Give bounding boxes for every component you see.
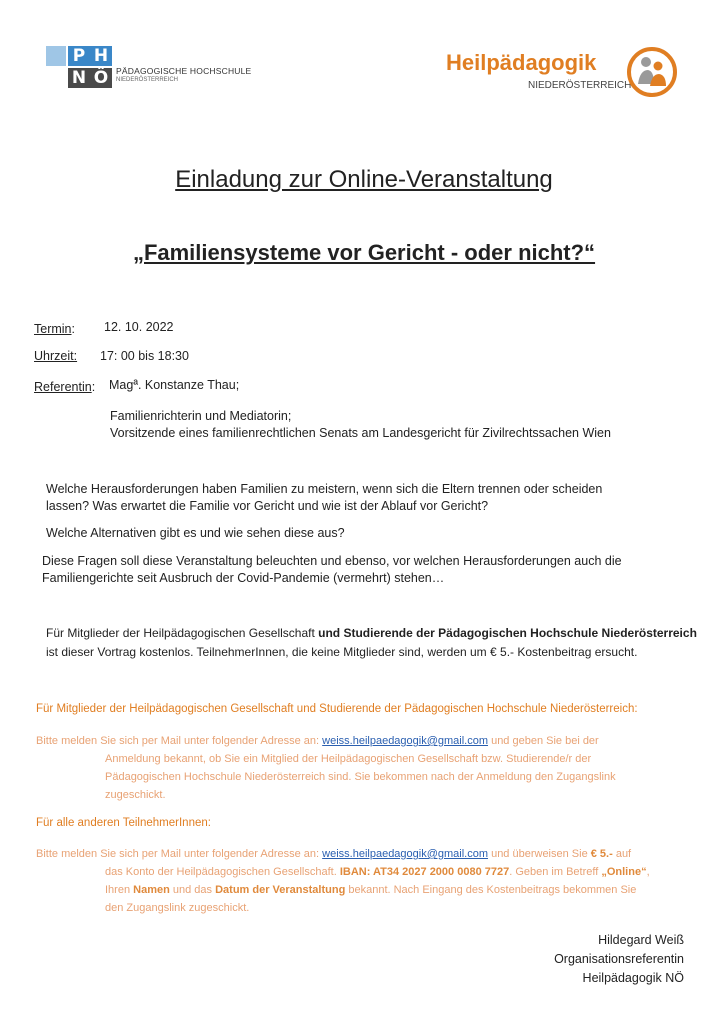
referentin-row: Referentin: <box>34 380 96 394</box>
invitation-heading: Einladung zur Online-Veranstaltung <box>175 166 553 193</box>
members-email-link[interactable]: weiss.heilpaedagogik@gmail.com <box>322 735 489 747</box>
iban: IBAN: AT34 2027 2000 0080 7727 <box>339 866 510 878</box>
others-line-2-end: , <box>646 866 650 878</box>
fee-notice-line-2: ist dieser Vortrag kostenlos. TeilnehmerInnen, die keine Mitglieder sind, werden um € 5.- Kostenbeitrag ersucht. <box>46 645 638 659</box>
members-line-1-end: und geben Sie bei der <box>488 735 599 747</box>
members-section-title: Für Mitglieder der Heilpädagogischen Gesellschaft und Studierende der Pädagogischen Hochschule Niederösterreich: <box>36 703 638 715</box>
members-line-1-text: Bitte melden Sie sich per Mail unter folgender Adresse an: <box>36 735 323 747</box>
subject-online: „Online“ <box>601 866 647 878</box>
fee-notice-members: Für Mitglieder der Heilpädagogischen Gesellschaft <box>46 626 319 640</box>
others-fee-amount: € 5.- <box>590 848 613 860</box>
hp-logo-title: Heilpädagogik <box>446 50 597 75</box>
referentin-role-2: Vorsitzende eines familienrechtlichen Senats am Landesgericht für Zivilrechtssachen Wien <box>110 426 611 440</box>
family-icon <box>626 46 678 98</box>
ph-logo-region: NIEDERÖSTERREICH <box>116 77 179 83</box>
paragraph-3-line-2: Familiengerichte seit Ausbruch der Covid-Pandemie (vermehrt) stehen… <box>42 571 445 585</box>
others-line-2-text: das Konto der Heilpädagogischen Gesellschaft. <box>105 866 340 878</box>
uhrzeit-value: 17: 00 bis 18:30 <box>100 349 189 363</box>
others-email-link[interactable]: weiss.heilpaedagogik@gmail.com <box>322 848 489 860</box>
fee-notice-students: und Studierende der Pädagogischen Hochschule Niederösterreich <box>318 626 697 640</box>
others-line-1-mid: und überweisen Sie <box>488 848 591 860</box>
uhrzeit-label: Uhrzeit: <box>34 349 78 363</box>
others-line-3 <box>105 881 636 899</box>
ph-logo-letter-oe: Ö <box>90 68 112 88</box>
members-line-3: Pädagogischen Hochschule Niederösterreich sind. Sie bekommen nach der Anmeldung den Zugangslink <box>105 771 616 783</box>
ph-noe-logo <box>46 46 252 90</box>
termin-label: Termin <box>34 322 72 336</box>
fee-notice-line-1 <box>46 625 697 643</box>
others-section-title: Für alle anderen TeilnehmerInnen: <box>36 817 211 829</box>
signature-org: Heilpädagogik NÖ <box>582 971 684 985</box>
others-line-3-end: bekannt. Nach Eingang des Kostenbeitrags bekommen Sie <box>345 884 637 896</box>
members-line-2: Anmeldung bekannt, ob Sie ein Mitglied der Heilpädagogischen Gesellschaft bzw. Studierende/r der <box>105 753 592 765</box>
members-line-1 <box>36 732 599 750</box>
others-line-3-mid: und das <box>169 884 216 896</box>
question-1-line-2: lassen? Was erwartet die Familie vor Gericht und wie ist der Ablauf vor Gericht? <box>46 499 489 513</box>
referentin-role-1: Familienrichterin und Mediatorin; <box>110 409 292 423</box>
ph-logo-letter-n: N <box>68 68 90 88</box>
members-line-4: zugeschickt. <box>105 789 166 801</box>
referentin-label: Referentin <box>34 380 92 394</box>
termin-value: 12. 10. 2022 <box>104 320 174 334</box>
referentin-value: Magª. Konstanze Thau; <box>109 378 240 392</box>
signature-role: Organisationsreferentin <box>554 952 684 966</box>
termin-row: Termin: <box>34 322 75 336</box>
others-line-2-mid: . Geben im Betreff <box>509 866 602 878</box>
others-line-1 <box>36 845 631 863</box>
ph-logo-accent-block <box>46 46 66 66</box>
ph-logo-name: PÄDAGOGISCHE HOCHSCHULE <box>116 66 252 76</box>
hp-logo-region: NIEDERÖSTERREICH <box>528 80 632 91</box>
paragraph-3-line-1: Diese Fragen soll diese Veranstaltung beleuchten und ebenso, vor welchen Herausforderungen auch die <box>42 554 622 568</box>
ph-logo-letter-p: P <box>68 46 90 66</box>
others-line-3-text: Ihren <box>105 884 134 896</box>
subject-namen: Namen <box>133 884 170 896</box>
others-line-2 <box>105 863 650 881</box>
signature-name: Hildegard Weiß <box>598 933 684 947</box>
others-line-4: den Zugangslink zugeschickt. <box>105 902 250 914</box>
question-1-line-1: Welche Herausforderungen haben Familien zu meistern, wenn sich die Eltern trennen oder scheiden <box>46 482 603 496</box>
heilpaedagogik-logo <box>446 44 682 100</box>
ph-logo-letter-h: H <box>90 46 112 66</box>
event-title: „Familiensysteme vor Gericht - oder nicht?“ <box>132 240 596 265</box>
subject-datum: Datum der Veranstaltung <box>215 884 346 896</box>
others-line-1-text: Bitte melden Sie sich per Mail unter folgender Adresse an: <box>36 848 323 860</box>
others-line-1-end: auf <box>612 848 632 860</box>
question-2: Welche Alternativen gibt es und wie sehen diese aus? <box>46 526 345 540</box>
